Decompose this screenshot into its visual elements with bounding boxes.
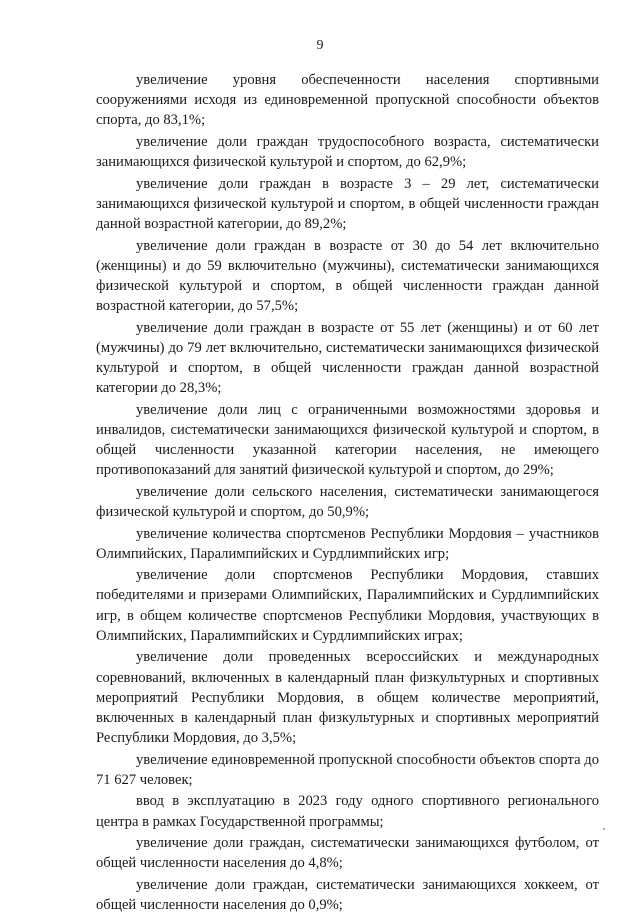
page-number: 9	[316, 38, 324, 53]
paragraph: увеличение доли сельского населения, систематически занимающегося физической культурой и спортом, до 50,9%;	[96, 483, 599, 521]
paragraph: увеличение доли граждан в возрасте от 55 лет (женщины) и от 60 лет (мужчины) до 79 лет включительно, систематически занимающихся физической культурой и спортом, в общей численности граждан данной возрастной категории до 28,3%;	[96, 319, 599, 397]
paragraph: увеличение доли граждан, систематически занимающихся футболом, от общей численности населения до 4,8%;	[96, 835, 599, 872]
paragraph: увеличение единовременной пропускной способности объектов спорта до 71 627 человек;	[96, 751, 599, 788]
paragraph: увеличение доли граждан трудоспособного возраста, систематически занимающихся физической культурой и спортом, до 62,9%;	[96, 133, 599, 171]
scan-speck	[603, 828, 605, 830]
paragraph: увеличение доли граждан в возрасте 3 – 29 лет, систематически занимающихся физической культурой и спортом, в общей численности граждан данной возрастной категории, до 89,2%;	[96, 175, 599, 233]
paragraph: увеличение доли лиц с ограниченными возможностями здоровья и инвалидов, систематически занимающихся физической культурой и спортом, в общей численности указанной категории населения, не имеющего противопоказаний для занятий физической культурой и спортом, до 29%;	[96, 401, 599, 479]
document-body	[96, 70, 599, 916]
paragraph: увеличение доли проведенных всероссийских и международных соревнований, включенных в календарный план физкультурных и спортивных мероприятий Республики Мордовия, в общем количестве мероприятий, включенных в календарный план физкультурных и спортивных мероприятий Республики Мордовия, до 3,5%;	[96, 649, 599, 747]
paragraph: ввод в эксплуатацию в 2023 году одного спортивного регионального центра в рамках Государственной программы;	[96, 793, 599, 830]
paragraph: увеличение количества спортсменов Республики Мордовия – участников Олимпийских, Паралимпийских и Сурдлимпийских игр;	[96, 525, 599, 562]
paragraph: увеличение доли спортсменов Республики Мордовия, ставших победителями и призерами Олимпийских, Паралимпийских и Сурдлимпийских игр, в общем количестве спортсменов Республики Мордовия, участвующих в Олимпийских, Паралимпийских и Сурдлимпийских играх;	[96, 567, 599, 644]
paragraph: увеличение уровня обеспеченности населения спортивными сооружениями исходя из единовременной пропускной способности объектов спорта, до 83,1%;	[96, 72, 599, 129]
paragraph: увеличение доли граждан в возрасте от 30 до 54 лет включительно (женщины) и до 59 включительно (мужчины), систематически занимающихся физической культурой и спортом, в общей численности граждан данной возрастной категории, до 57,5%;	[96, 237, 599, 315]
paragraph: увеличение доли граждан, систематически занимающихся хоккеем, от общей численности населения до 0,9%;	[96, 876, 599, 913]
